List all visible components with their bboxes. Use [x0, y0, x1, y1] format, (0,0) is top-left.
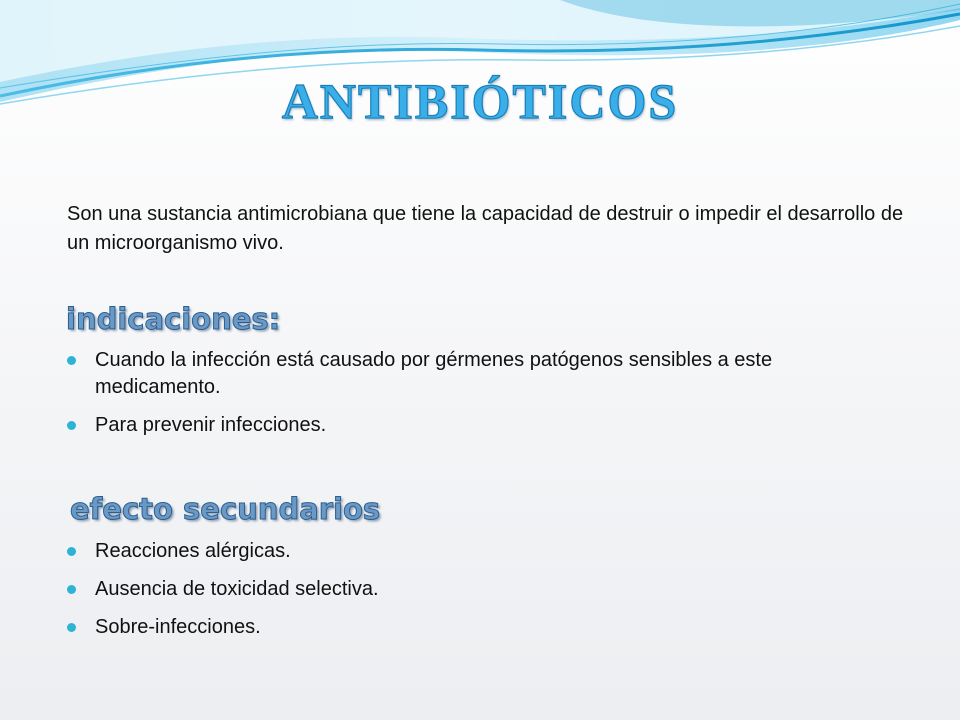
list-item [66, 614, 896, 641]
bullet-icon [67, 356, 76, 365]
list-item-text: Cuando la infección está causado por gérmenes patógenos sensibles a este medicamento. [95, 349, 773, 398]
list-item [66, 412, 896, 439]
intro-paragraph: Son una sustancia antimicrobiana que tiene la capacidad de destruir o impedir el desarrollo de un microorganismo vivo. [67, 203, 904, 254]
list-item-text: Para prevenir infecciones. [95, 414, 327, 436]
indicaciones-list [66, 347, 896, 450]
slide-title: ANTIBIÓTICOS [281, 73, 679, 129]
list-item [66, 347, 896, 401]
bullet-icon [67, 585, 76, 594]
list-item-text: Reacciones alérgicas. [95, 540, 291, 562]
efectos-list [66, 538, 896, 652]
list-item [66, 538, 896, 565]
list-item [66, 576, 896, 603]
list-item-text: Ausencia de toxicidad selectiva. [95, 578, 379, 600]
section-heading-indicaciones: indicaciones: [66, 302, 281, 336]
list-item-text: Sobre-infecciones. [95, 616, 261, 638]
bullet-icon [67, 623, 76, 632]
bullet-icon [67, 547, 76, 556]
section-heading-efectos: efecto secundarios [70, 492, 381, 526]
bullet-icon [67, 421, 76, 430]
